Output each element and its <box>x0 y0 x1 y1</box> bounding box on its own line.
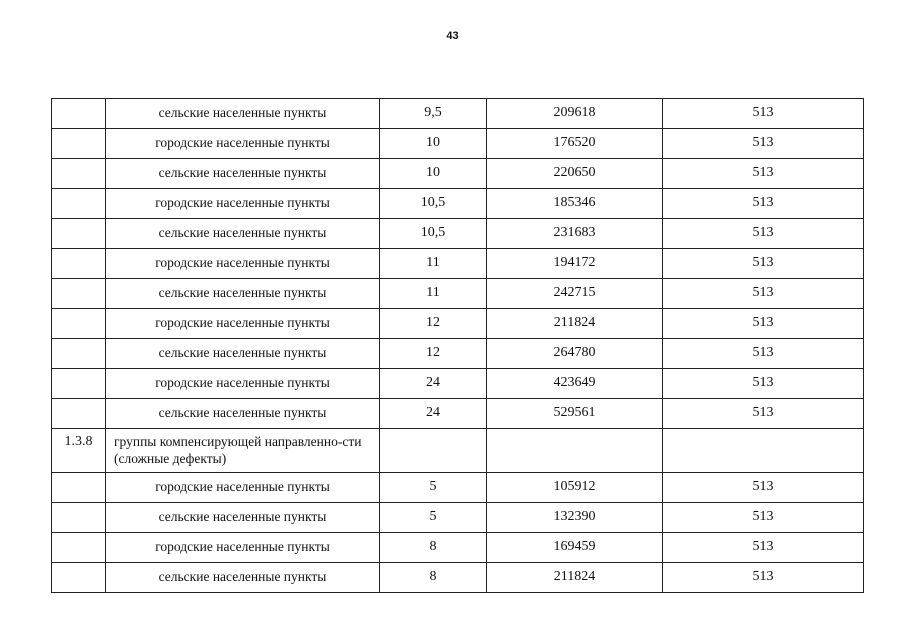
row-code-value-cell: 513 <box>663 533 864 563</box>
row-code-cell <box>52 159 106 189</box>
row-amount-cell: 423649 <box>487 369 663 399</box>
row-code-cell <box>52 399 106 429</box>
tariff-table <box>51 98 864 593</box>
row-code-cell <box>52 369 106 399</box>
row-value-cell: 10 <box>380 159 487 189</box>
row-description-cell: сельские населенные пункты <box>106 399 380 429</box>
row-amount-cell: 231683 <box>487 219 663 249</box>
row-description-cell: городские населенные пункты <box>106 309 380 339</box>
row-code-cell <box>52 99 106 129</box>
row-code-value-cell: 513 <box>663 219 864 249</box>
row-value-cell <box>380 429 487 473</box>
row-amount-cell: 169459 <box>487 533 663 563</box>
row-value-cell: 10,5 <box>380 189 487 219</box>
row-code-value-cell: 513 <box>663 129 864 159</box>
table-row <box>52 473 864 503</box>
row-value-cell: 10,5 <box>380 219 487 249</box>
row-value-cell: 8 <box>380 563 487 593</box>
row-description-cell: городские населенные пункты <box>106 189 380 219</box>
row-amount-cell: 176520 <box>487 129 663 159</box>
row-code-value-cell: 513 <box>663 99 864 129</box>
row-code-cell <box>52 219 106 249</box>
row-code-cell <box>52 339 106 369</box>
row-code-value-cell: 513 <box>663 159 864 189</box>
row-code-value-cell: 513 <box>663 399 864 429</box>
row-amount-cell: 264780 <box>487 339 663 369</box>
row-description-cell: сельские населенные пункты <box>106 339 380 369</box>
row-amount-cell: 242715 <box>487 279 663 309</box>
row-amount-cell: 211824 <box>487 309 663 339</box>
row-code-value-cell: 513 <box>663 369 864 399</box>
row-code-cell: 1.3.8 <box>52 429 106 473</box>
row-value-cell: 11 <box>380 279 487 309</box>
row-code-value-cell: 513 <box>663 503 864 533</box>
row-code-cell <box>52 309 106 339</box>
row-code-value-cell: 513 <box>663 563 864 593</box>
row-amount-cell: 220650 <box>487 159 663 189</box>
row-code-cell <box>52 533 106 563</box>
row-description-cell: городские населенные пункты <box>106 533 380 563</box>
row-amount-cell: 185346 <box>487 189 663 219</box>
table-row <box>52 533 864 563</box>
table-row <box>52 429 864 473</box>
row-description-cell: сельские населенные пункты <box>106 563 380 593</box>
table-row <box>52 129 864 159</box>
table-row <box>52 99 864 129</box>
row-description-cell: сельские населенные пункты <box>106 279 380 309</box>
table-row <box>52 189 864 219</box>
row-value-cell: 12 <box>380 309 487 339</box>
row-value-cell: 12 <box>380 339 487 369</box>
row-code-value-cell: 513 <box>663 339 864 369</box>
row-value-cell: 9,5 <box>380 99 487 129</box>
row-code-value-cell: 513 <box>663 473 864 503</box>
row-value-cell: 8 <box>380 533 487 563</box>
row-code-cell <box>52 249 106 279</box>
row-amount-cell: 209618 <box>487 99 663 129</box>
table-row <box>52 309 864 339</box>
row-code-cell <box>52 563 106 593</box>
row-amount-cell: 132390 <box>487 503 663 533</box>
table-body <box>52 99 864 593</box>
page-number: 43 <box>446 30 459 42</box>
row-description-cell: группы компенсирующей направленно-сти (сложные дефекты) <box>106 429 380 473</box>
row-amount-cell: 211824 <box>487 563 663 593</box>
row-description-cell: городские населенные пункты <box>106 249 380 279</box>
row-value-cell: 5 <box>380 473 487 503</box>
table-row <box>52 369 864 399</box>
table-row <box>52 219 864 249</box>
row-description-cell: сельские населенные пункты <box>106 219 380 249</box>
row-code-cell <box>52 129 106 159</box>
row-code-value-cell: 513 <box>663 309 864 339</box>
row-value-cell: 24 <box>380 369 487 399</box>
table-row <box>52 279 864 309</box>
table-row <box>52 563 864 593</box>
row-value-cell: 11 <box>380 249 487 279</box>
table-row <box>52 159 864 189</box>
row-code-cell <box>52 189 106 219</box>
row-code-value-cell: 513 <box>663 189 864 219</box>
row-description-cell: сельские населенные пункты <box>106 99 380 129</box>
row-code-value-cell <box>663 429 864 473</box>
row-value-cell: 5 <box>380 503 487 533</box>
table-row <box>52 399 864 429</box>
row-amount-cell: 529561 <box>487 399 663 429</box>
row-code-cell <box>52 473 106 503</box>
row-code-value-cell: 513 <box>663 249 864 279</box>
row-amount-cell: 105912 <box>487 473 663 503</box>
row-code-cell <box>52 279 106 309</box>
table-row <box>52 339 864 369</box>
row-description-cell: городские населенные пункты <box>106 369 380 399</box>
row-value-cell: 24 <box>380 399 487 429</box>
row-value-cell: 10 <box>380 129 487 159</box>
row-code-cell <box>52 503 106 533</box>
row-description-cell: сельские населенные пункты <box>106 159 380 189</box>
row-amount-cell <box>487 429 663 473</box>
row-description-cell: сельские населенные пункты <box>106 503 380 533</box>
table-row <box>52 503 864 533</box>
row-code-value-cell: 513 <box>663 279 864 309</box>
row-description-cell: городские населенные пункты <box>106 473 380 503</box>
table-row <box>52 249 864 279</box>
row-description-cell: городские населенные пункты <box>106 129 380 159</box>
row-amount-cell: 194172 <box>487 249 663 279</box>
